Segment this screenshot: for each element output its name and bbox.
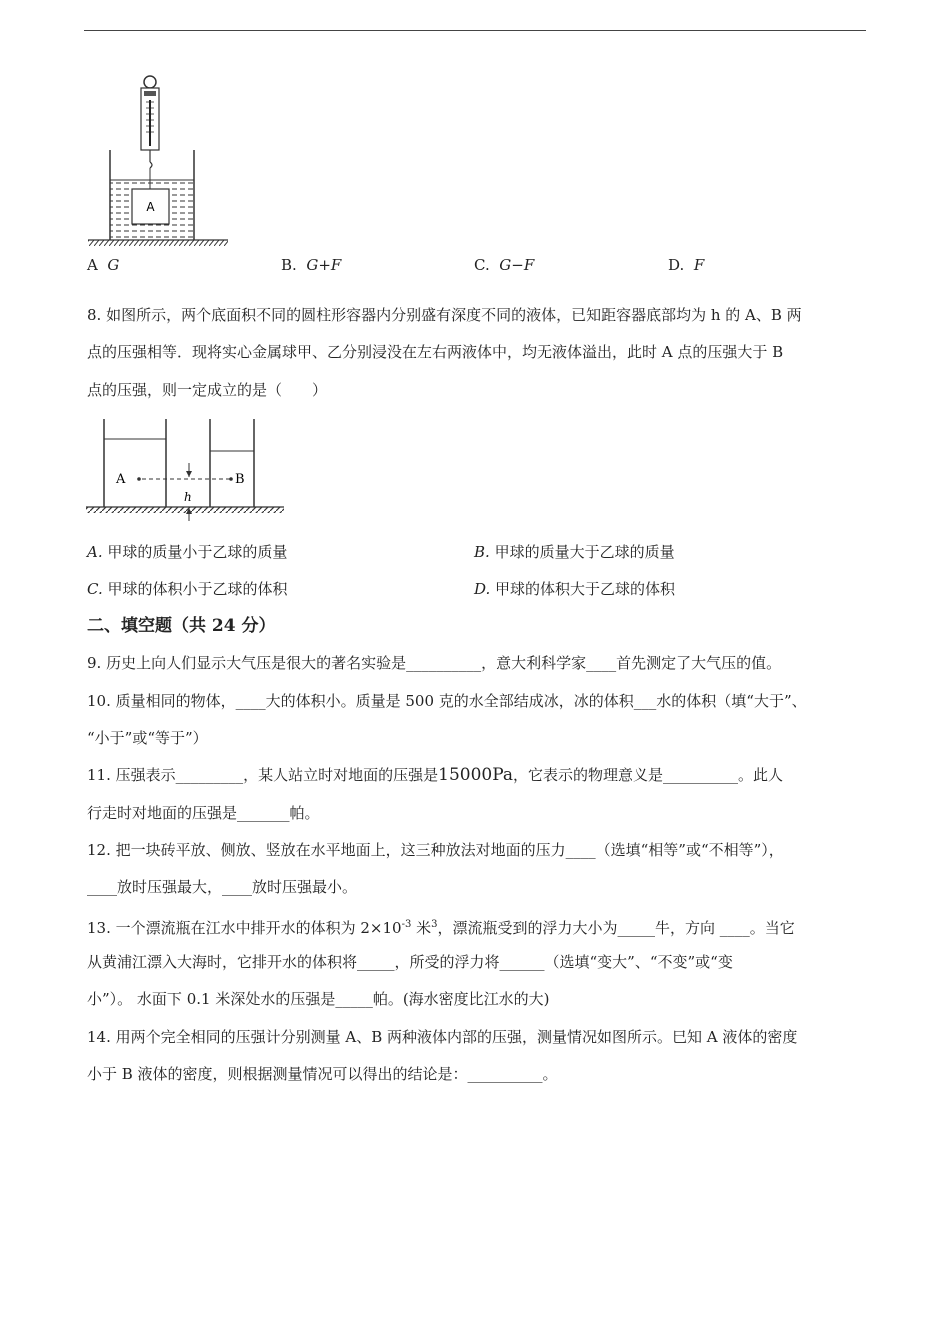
q11-pressure-value: 15000Pa	[438, 765, 514, 785]
q7-option-a[interactable]	[87, 255, 119, 275]
q13-line-1	[87, 915, 795, 938]
option-text: G−F	[499, 256, 535, 274]
q13-text-a: 13. 一个漂流瓶在江水中排开水的体积为 2×10	[87, 919, 402, 937]
q13-unit: 米	[411, 919, 432, 937]
option-text: F	[693, 256, 705, 274]
q11-text-a: 11. 压强表示_________，某人站立时对地面的压强是	[87, 766, 439, 784]
option-letter: D.	[668, 256, 685, 274]
option-letter: A	[87, 256, 98, 274]
q13-text-c: ，漂流瓶受到的浮力大小为_____牛，方向 ____。当它	[437, 919, 795, 937]
q8-option-a[interactable]	[87, 542, 287, 562]
q7-option-d[interactable]	[668, 255, 704, 275]
section-heading: 二、填空题（共 24 分）	[87, 616, 276, 636]
q12-line-2: ____放时压强最大，____放时压强最小。	[87, 878, 358, 896]
q8-option-c[interactable]	[87, 579, 288, 599]
option-letter: C.	[474, 256, 490, 274]
option-text: 甲球的体积大于乙球的体积	[495, 580, 676, 598]
point-b-label: B	[235, 472, 245, 487]
point-a-label: A	[116, 472, 126, 487]
q14-line-1: 14. 用两个完全相同的压强计分别测量 A、B 两种液体内部的压强，测量情况如图所示。巳知 A 液体的密度	[87, 1028, 798, 1046]
option-letter: C.	[87, 580, 103, 598]
h-label: h	[184, 490, 192, 504]
two-containers-figure	[84, 415, 289, 525]
option-text: 甲球的质量大于乙球的质量	[494, 543, 675, 561]
q11-text-c: ，它表示的物理意义是__________。此人	[513, 766, 784, 784]
q10-line-2: “小于”或“等于”）	[87, 729, 208, 747]
option-letter: D.	[474, 580, 491, 598]
option-letter: A.	[87, 543, 103, 561]
q13-line-3: 小”）。 水面下 0.1 米深处水的压强是_____帕。(海水密度比江水的大)	[87, 990, 550, 1008]
q11-line-2: 行走时对地面的压强是_______帕。	[87, 804, 320, 822]
option-text: G+F	[306, 256, 342, 274]
option-letter: B.	[281, 256, 297, 274]
header-rule	[84, 30, 866, 31]
q14-line-2: 小于 B 液体的密度，则根据测量情况可以得出的结论是：__________。	[87, 1065, 558, 1083]
option-text: 甲球的质量小于乙球的质量	[107, 543, 288, 561]
q10-line-1: 10. 质量相同的物体，____大的体积小。质量是 500 克的水全部结成冰，冰的体积___水的体积（填“大于”、	[87, 692, 807, 710]
q8-option-b[interactable]	[474, 542, 675, 562]
q8-line-2: 点的压强相等．现将实心金属球甲、乙分别浸没在左右两液体中，均无液体溢出，此时 A 点的压强大于 B	[87, 343, 784, 361]
option-letter: B.	[474, 543, 490, 561]
q12-line-1: 12. 把一块砖平放、侧放、竖放在水平地面上，这三种放法对地面的压力____（选填“相等”或“不相等”），	[87, 841, 784, 859]
q7-option-c[interactable]	[474, 255, 534, 275]
q9-line-1: 9. 历史上向人们显示大气压是很大的著名实验是__________，意大利科学家____首先测定了大气压的值。	[87, 654, 782, 672]
q13-line-2: 从黄浦江漂入大海时，它排开水的体积将_____，所受的浮力将______（选填“变大”、“不变”或“变	[87, 953, 733, 971]
q7-option-b[interactable]	[281, 255, 341, 275]
q8-line-1: 8. 如图所示，两个底面积不同的圆柱形容器内分别盛有深度不同的液体，已知距容器底部均为 h 的 A、B 两	[87, 306, 802, 324]
q8-line-3: 点的压强，则一定成立的是（ ）	[87, 381, 328, 399]
block-label: A	[146, 200, 155, 214]
option-text: G	[107, 256, 120, 274]
q13-unit-exponent: 3	[431, 919, 438, 930]
option-text: 甲球的体积小于乙球的体积	[107, 580, 288, 598]
spring-scale-figure	[84, 72, 234, 250]
q8-option-d[interactable]	[474, 579, 675, 599]
q11-line-1	[87, 765, 783, 785]
q13-exponent: -3	[401, 919, 412, 930]
